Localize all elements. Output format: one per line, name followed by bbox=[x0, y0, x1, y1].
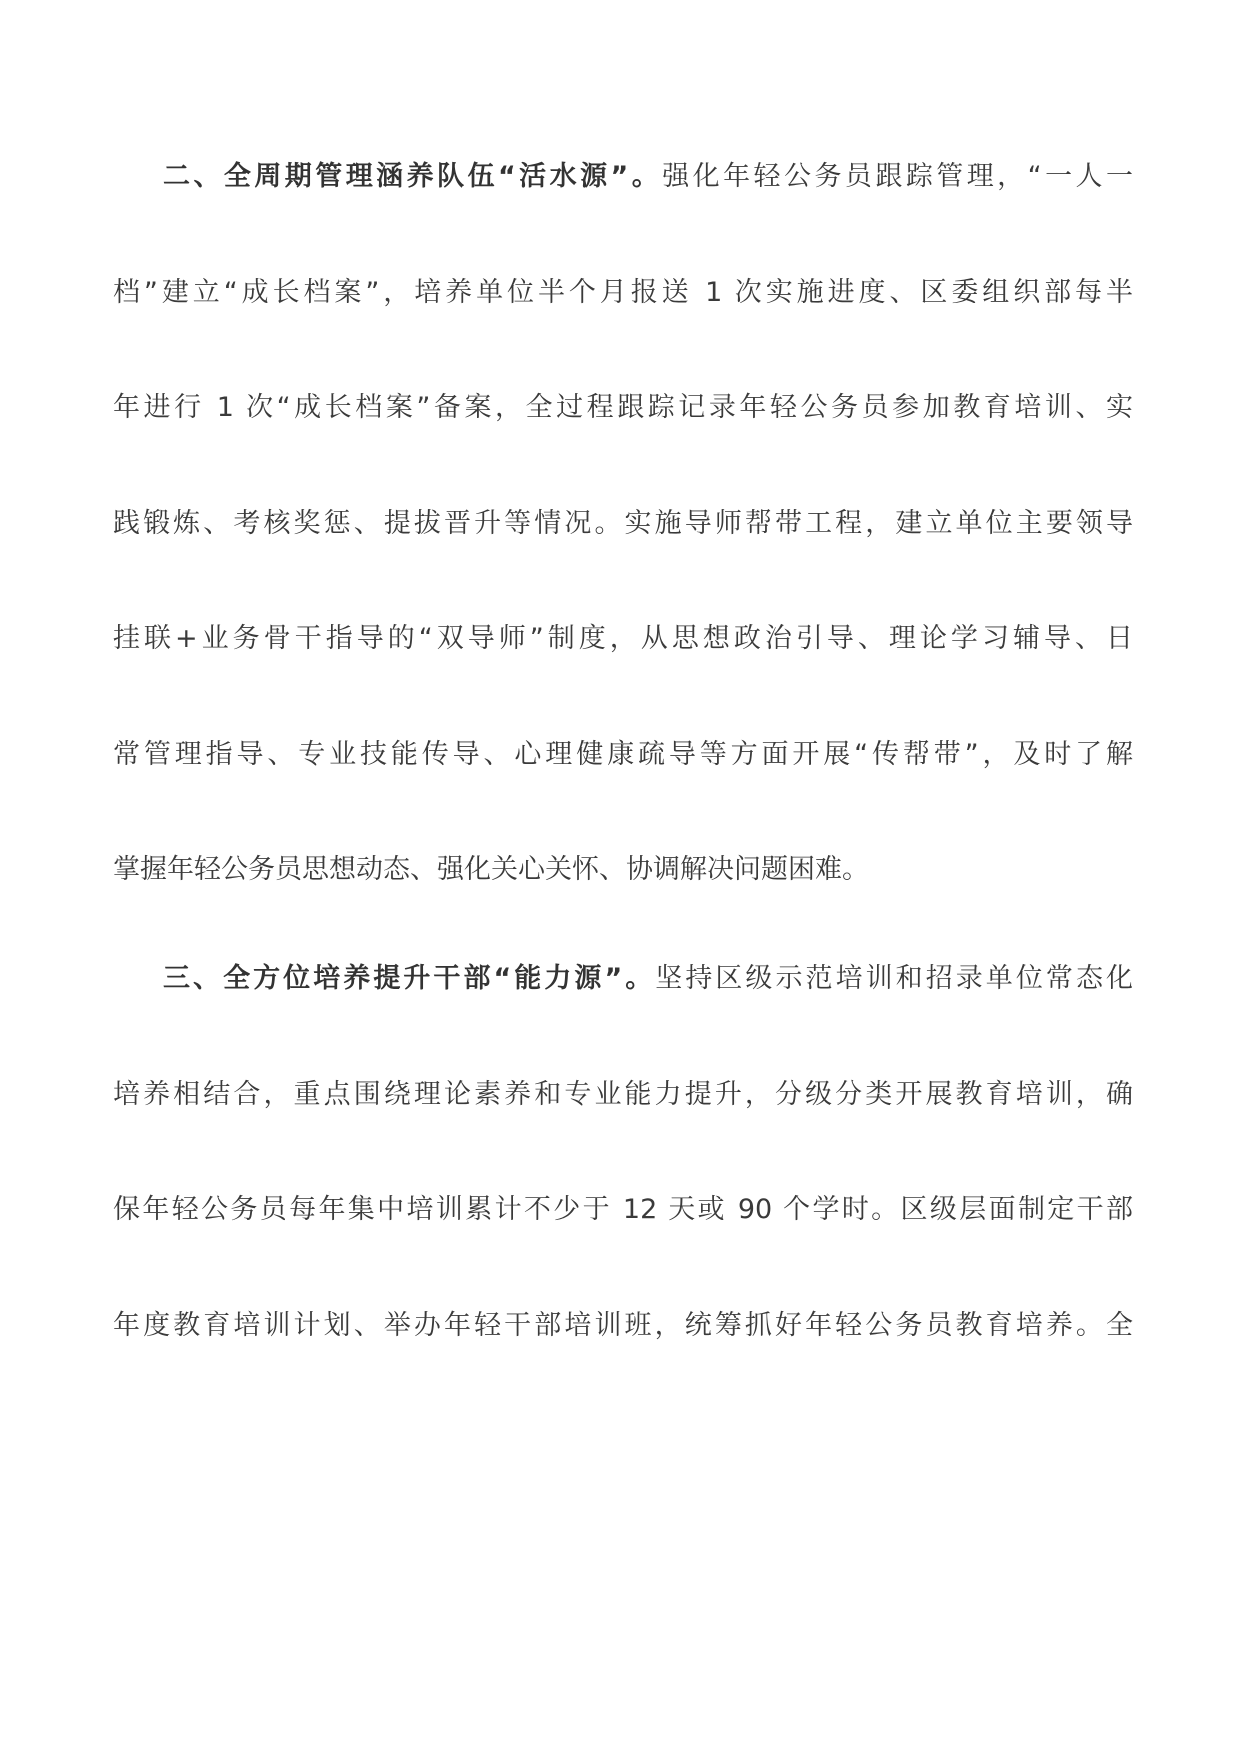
paragraph-line: 践锻炼、考核奖惩、提拔晋升等情况。实施导师帮带工程，建立单位主要领导 bbox=[113, 508, 1133, 539]
paragraph-line bbox=[163, 160, 1133, 194]
paragraph-line: 年度教育培训计划、举办年轻干部培训班，统筹抓好年轻公务员教育培养。全 bbox=[113, 1310, 1133, 1341]
paragraph-text: 坚持区级示范培训和招录单位常态化 bbox=[655, 963, 1133, 994]
paragraph-line: 保年轻公务员每年集中培训累计不少于 12 天或 90 个学时。区级层面制定干部 bbox=[113, 1194, 1133, 1225]
section-heading: 三、全方位培养提升干部“能力源”。 bbox=[163, 963, 656, 994]
paragraph-line: 掌握年轻公务员思想动态、强化关心关怀、协调解决问题困难。 bbox=[113, 854, 869, 885]
paragraph-line: 档”建立“成长档案”，培养单位半个月报送 1 次实施进度、区委组织部每半 bbox=[113, 277, 1133, 308]
paragraph-line bbox=[163, 962, 1133, 996]
paragraph-line: 年进行 1 次“成长档案”备案，全过程跟踪记录年轻公务员参加教育培训、实 bbox=[113, 392, 1133, 423]
section-heading: 二、全周期管理涵养队伍“活水源”。 bbox=[163, 161, 663, 192]
paragraph-line: 挂联+业务骨干指导的“双导师”制度，从思想政治引导、理论学习辅导、日 bbox=[113, 623, 1133, 654]
paragraph-line: 培养相结合，重点围绕理论素养和专业能力提升，分级分类开展教育培训，确 bbox=[113, 1079, 1133, 1110]
paragraph-line: 常管理指导、专业技能传导、心理健康疏导等方面开展“传帮带”，及时了解 bbox=[113, 739, 1133, 770]
paragraph-text: 强化年轻公务员跟踪管理，“一人一 bbox=[662, 161, 1133, 192]
